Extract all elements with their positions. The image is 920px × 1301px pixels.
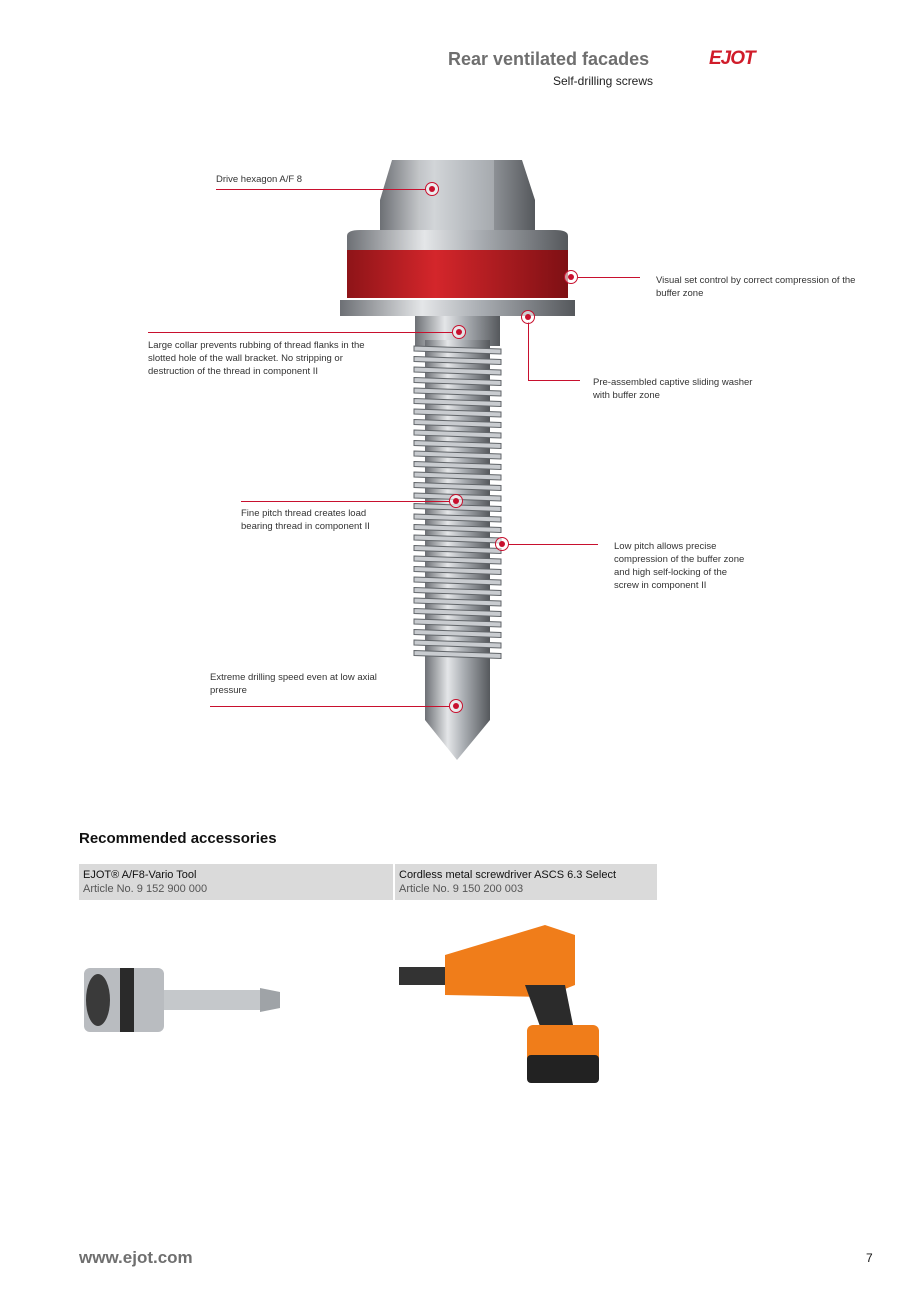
callout-marker-icon [521,310,535,324]
callout-drive-hexagon: Drive hexagon A/F 8 [216,174,303,185]
callout-marker-icon [449,494,463,508]
screwdriver-image [395,915,610,1090]
accessory-name: Cordless metal screwdriver ASCS 6.3 Select [399,869,617,881]
callout-low-pitch: Low pitch allows precise compression of the buffer zone and high self-locking of the screw in component II [614,541,745,591]
accessory-vario-tool [79,864,393,900]
accessory-article: Article No. 9 150 200 003 [399,883,524,895]
ejot-logo: EJOT [709,48,755,69]
callout-drilling-speed: Extreme drilling speed even at low axial pressure [210,672,377,696]
accessories-heading: Recommended accessories [79,830,277,847]
page-subtitle: Self-drilling screws [553,74,654,88]
callout-marker-icon [425,182,439,196]
callout-marker-icon [564,270,578,284]
callout-marker-icon [495,537,509,551]
footer-url[interactable]: www.ejot.com [79,1248,193,1267]
callout-large-collar: Large collar prevents rubbing of thread flanks in the slotted hole of the wall bracket. No stripping or destruction of the thread in component II [148,340,365,377]
page-title: Rear ventilated facades [448,49,650,69]
callout-sliding-washer: Pre-assembled captive sliding washer with buffer zone [593,377,753,401]
callout-visual-set-control: Visual set control by correct compression of the buffer zone [656,275,856,299]
callout-marker-icon [449,699,463,713]
accessory-screwdriver [395,864,657,900]
page-number: 7 [866,1251,873,1265]
callout-fine-pitch: Fine pitch thread creates load bearing thread in component II [241,508,370,532]
vario-tool-image [80,960,290,1040]
accessory-name: EJOT® A/F8-Vario Tool [83,869,197,881]
callout-marker-icon [452,325,466,339]
accessory-article: Article No. 9 152 900 000 [83,883,208,895]
